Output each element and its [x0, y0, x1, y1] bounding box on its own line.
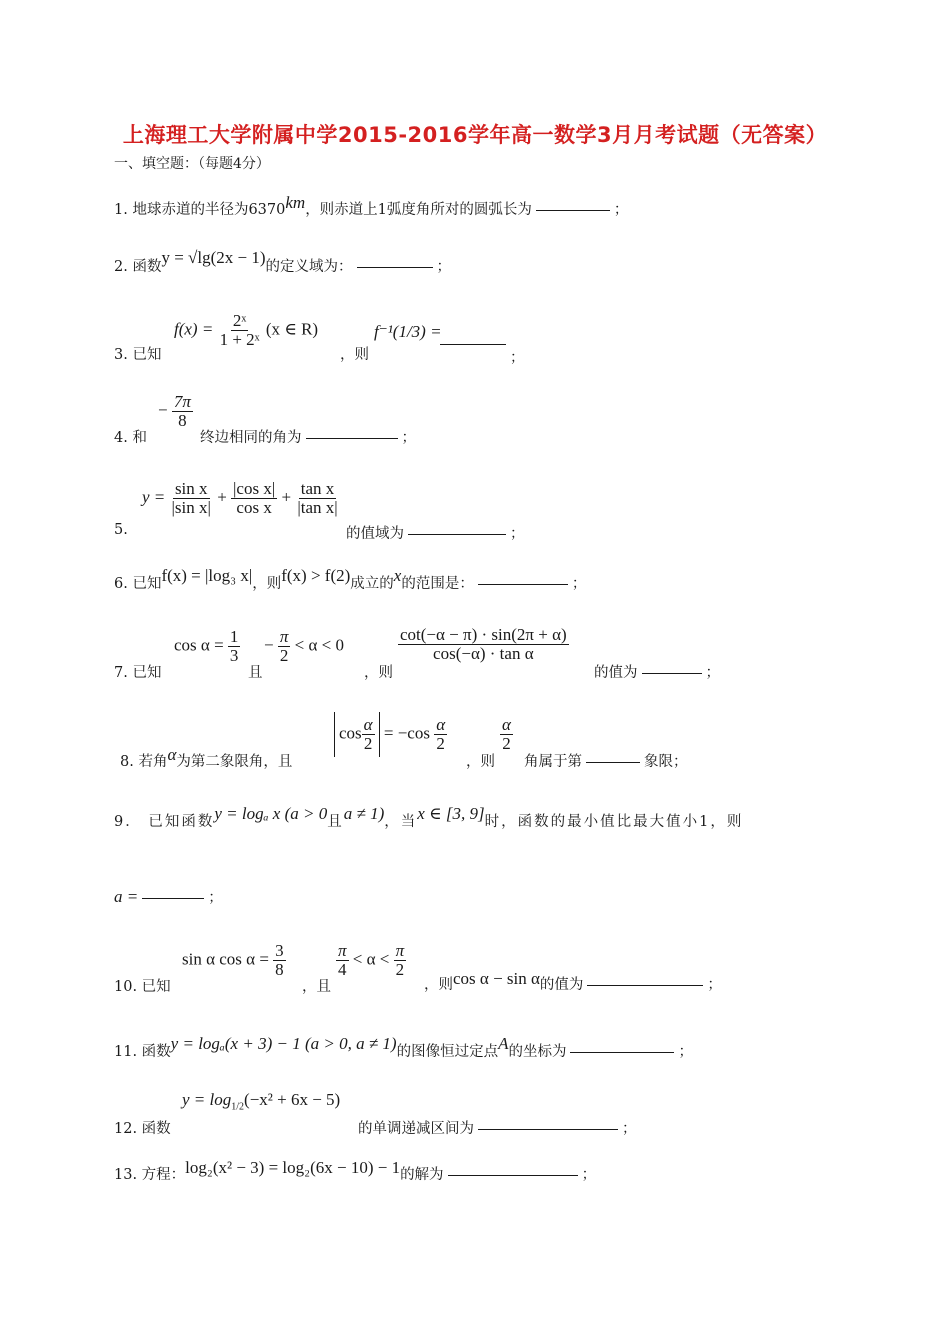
math-log-shift: y = logₐ(x + 3) − 1 (a > 0, a ≠ 1)	[170, 1034, 397, 1053]
math-alpha-half: $\frac{\alpha}{2}$	[502, 715, 511, 753]
math-inverse: f⁻¹(1/3) =	[374, 322, 442, 341]
question-1: 1. 地球赤道的半径为6370km，则赤道上1弧度角所对的圆弧长为 ；	[114, 193, 629, 218]
question-12: 12. 函数	[114, 1121, 171, 1137]
question-7: 7. 已知	[114, 665, 162, 681]
math-cos-alpha: cos α = $\frac{1}{3}$	[174, 627, 239, 665]
answer-blank-10[interactable]	[587, 984, 703, 986]
math-range-pi: $\frac{\pi}{4}$ < α < $\frac{\pi}{2}$	[338, 941, 405, 979]
answer-blank-11[interactable]	[570, 1051, 674, 1053]
answer-blank-4[interactable]	[306, 437, 398, 439]
math-log-a: y = logₐ x (a > 0	[214, 804, 328, 823]
question-11: 11. 函数y = logₐ(x + 3) − 1 (a > 0, a ≠ 1)的图像恒过定点A的坐标为 ；	[114, 1034, 693, 1060]
answer-blank-6[interactable]	[478, 583, 568, 585]
question-5: 5.	[114, 522, 128, 538]
question-2: 2. 函数y = √lg(2x − 1)的定义域为： ；	[114, 248, 452, 275]
answer-blank-5[interactable]	[408, 533, 506, 535]
math-inequality: f(x) > f(2)	[281, 566, 351, 585]
math-expression: $\frac{\cot(-\alpha - \pi) \cdot \sin(2\pi + \alpha)}{\text{cos(−α) · tan α}}$	[400, 625, 567, 663]
math-abs-cos-half: cos $\frac{\alpha}{2}$ = −cos $\frac{\alpha}{2}$	[334, 712, 447, 757]
math-range-alpha: − $\frac{\pi}{2}$ < α < 0	[264, 627, 344, 665]
math-sin-cos-product: sin α cos α = $\frac{3}{8}$	[182, 941, 284, 979]
math-log-half: $y = \log_{1/2}(-x^2 + 6x - 5)$	[182, 1090, 341, 1113]
answer-blank-8[interactable]	[586, 761, 640, 763]
question-9: 9． 已知函数y = logₐ x (a > 0且a ≠ 1)，当x ∈ [3, 9]时，函数的最小值比最大值小1，则	[114, 804, 744, 830]
answer-blank-2[interactable]	[357, 266, 433, 268]
math-cos-minus-sin: cos α − sin α	[453, 969, 540, 988]
answer-blank-1[interactable]	[536, 209, 610, 211]
math-fx-definition: f(x) = $\frac{\text{2ˣ}}{\text{1 + 2ˣ}}$ (x ∈ R)	[174, 311, 319, 349]
answer-blank-3[interactable]	[440, 344, 506, 345]
math-neg-7pi-8: − $\frac{7\pi}{8}$	[158, 392, 191, 430]
answer-blank-7[interactable]	[642, 672, 702, 674]
question-10: 10. 已知	[114, 979, 171, 995]
page-title: 上海理工大学附属中学2015-2016学年高一数学3月月考试题（无答案）	[122, 123, 828, 147]
point-A: A	[498, 1034, 509, 1053]
question-6: 6. 已知f(x) = |log₃ x|，则f(x) > f(2)成立的x的范围是： ；	[114, 566, 587, 592]
answer-blank-9[interactable]	[142, 897, 204, 899]
section-heading: 一、填空题：（每题4分）	[114, 156, 270, 172]
question-13: 13. 方程：log₂(x² − 3) = log₂(6x − 10) − 1的解为 ；	[114, 1158, 597, 1183]
math-sqrt-lg: y = √lg(2x − 1)	[161, 248, 266, 267]
unit-km: km	[285, 193, 306, 212]
math-log-equation: log₂(x² − 3) = log₂(6x − 10) − 1	[185, 1158, 401, 1177]
question-4: 4. 和	[114, 430, 147, 446]
question-3: 3. 已知	[114, 347, 162, 363]
answer-blank-13[interactable]	[448, 1174, 578, 1176]
question-8: 8. 若角α为第二象限角，且	[120, 745, 293, 770]
math-interval: x ∈ [3, 9]	[417, 804, 485, 823]
math-abs-log3: f(x) = |log₃ x|	[161, 566, 253, 585]
math-y-sum-fractions: y = $\frac{\text{sin x}}{\text{|sin x|}}$ + $\frac{\text{|cos x|}}{\text{cos x}}$ + $\frac{\text{tan x}}{\text{|tan x|}}$	[142, 479, 338, 517]
answer-blank-12[interactable]	[478, 1128, 618, 1130]
